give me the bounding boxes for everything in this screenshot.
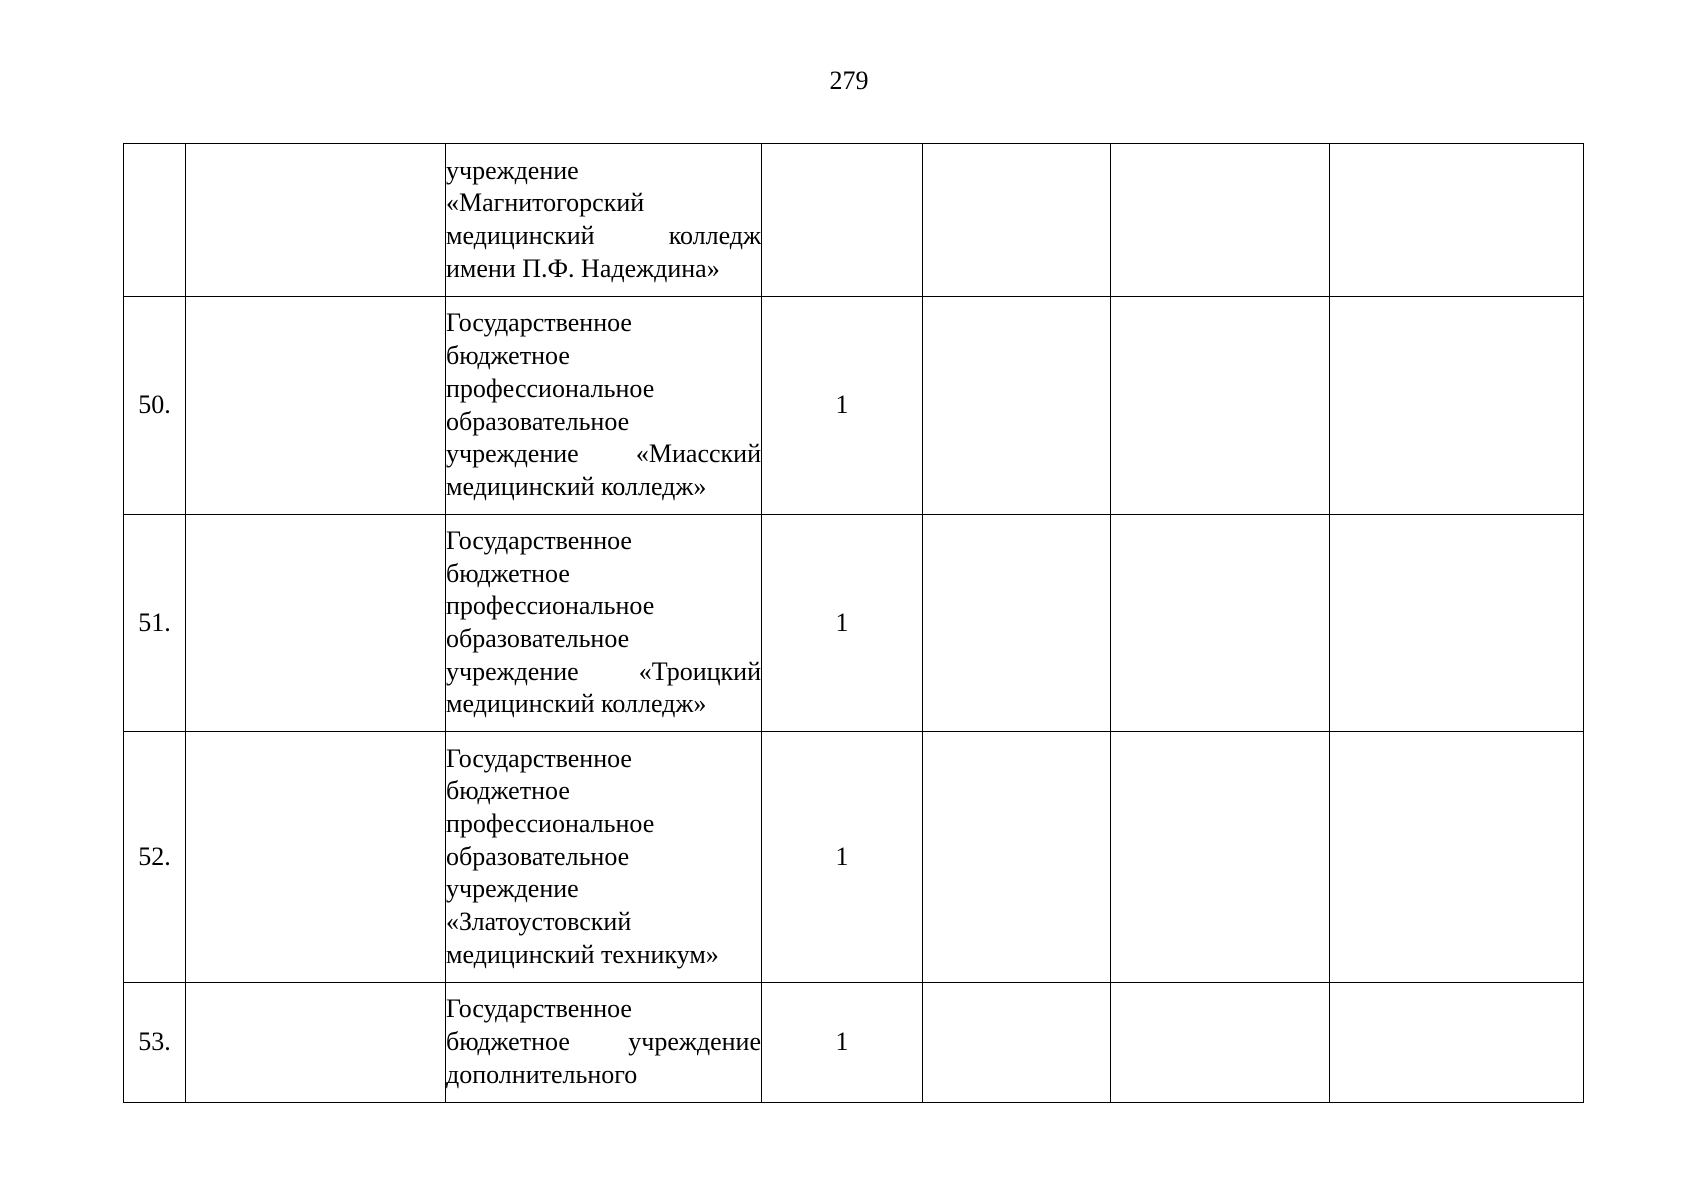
name-line: учреждение «Троицкий [446, 656, 761, 686]
empty-cell [1111, 983, 1330, 1103]
name-line: Государственное [446, 525, 632, 555]
organization-name-cell [446, 144, 762, 297]
name-line: дополнительного [446, 1059, 638, 1089]
table-row [124, 515, 1584, 732]
empty-cell [1330, 732, 1584, 983]
organization-name-cell [446, 297, 762, 515]
name-line: образовательное [446, 841, 630, 871]
row-number-cell: 51. [124, 515, 186, 732]
name-line: учреждение [446, 155, 579, 185]
name-line: «Златоустовский [446, 907, 632, 937]
name-line: медицинский колледж [446, 221, 761, 250]
empty-cell [1330, 515, 1584, 732]
empty-cell [186, 515, 446, 732]
empty-cell [923, 297, 1111, 515]
organization-name-cell [446, 515, 762, 732]
quantity-cell [762, 144, 923, 297]
name-line: профессиональное [446, 808, 655, 838]
empty-cell [1111, 144, 1330, 297]
name-line: Государственное [446, 308, 632, 338]
empty-cell [923, 515, 1111, 732]
quantity-cell: 1 [762, 732, 923, 983]
name-line: имени П.Ф. Надеждина» [446, 253, 720, 283]
empty-cell [1111, 732, 1330, 983]
name-line: бюджетное [446, 776, 570, 806]
quantity-cell: 1 [762, 515, 923, 732]
row-number-cell: 52. [124, 732, 186, 983]
row-number-cell [124, 144, 186, 297]
name-line: медицинский техникум» [446, 939, 719, 969]
empty-cell [923, 732, 1111, 983]
organizations-table [123, 143, 1584, 1103]
empty-cell [186, 297, 446, 515]
organization-name-cell [446, 983, 762, 1103]
organization-name-cell [446, 732, 762, 983]
name-line: Государственное [446, 994, 632, 1024]
empty-cell [1111, 515, 1330, 732]
name-line: профессиональное [446, 373, 655, 403]
empty-cell [923, 983, 1111, 1103]
name-line: учреждение [446, 874, 579, 904]
empty-cell [923, 144, 1111, 297]
table-row [124, 297, 1584, 515]
empty-cell [1111, 297, 1330, 515]
empty-cell [1330, 983, 1584, 1103]
name-line: образовательное [446, 624, 630, 653]
quantity-cell: 1 [762, 297, 923, 515]
name-line: медицинский колледж» [446, 471, 707, 501]
name-line: бюджетное [446, 341, 570, 371]
page-number: 279 [829, 66, 869, 95]
name-line: профессиональное [446, 591, 655, 621]
name-line: Государственное [446, 743, 632, 773]
row-number-cell: 50. [124, 297, 186, 515]
row-number-cell: 53. [124, 983, 186, 1103]
empty-cell [186, 732, 446, 983]
name-line: образовательное [446, 406, 630, 436]
name-line: «Магнитогорский [446, 188, 645, 218]
name-line: учреждение «Миасский [446, 439, 761, 469]
table-row [124, 732, 1584, 983]
name-line: медицинский колледж» [446, 689, 707, 719]
table-row [124, 983, 1584, 1103]
table-row [124, 144, 1584, 297]
empty-cell [1330, 144, 1584, 297]
name-line: бюджетное учреждение [446, 1027, 761, 1057]
name-line: бюджетное [446, 558, 570, 588]
quantity-cell: 1 [762, 983, 923, 1103]
empty-cell [186, 144, 446, 297]
empty-cell [1330, 297, 1584, 515]
empty-cell [186, 983, 446, 1103]
